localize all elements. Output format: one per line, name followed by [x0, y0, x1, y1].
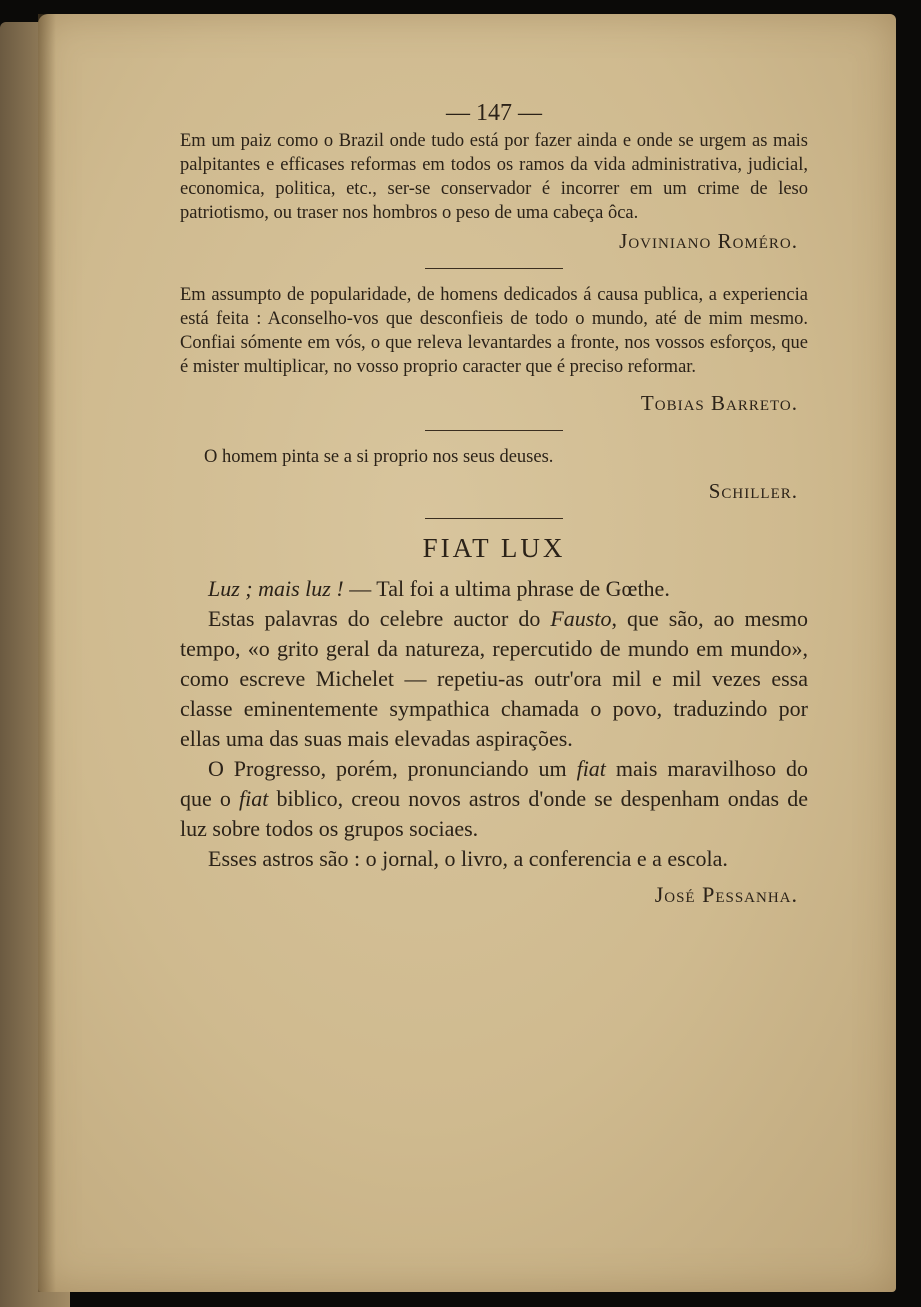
quote-author: Tobias Barreto.: [640, 391, 798, 415]
quote-author: Schiller.: [708, 479, 798, 503]
paragraph-text: , que são, ao mesmo tempo, «o grito geral da natureza, repercutido de mundo em mundo», como escreve Michelet — repetiu-as outr'ora mil e mil vezes essa classe eminentemente sympathica chamada o povo, traduzindo por ellas uma das suas mais elevadas aspirações.: [180, 606, 808, 751]
page-number: — 147 —: [446, 100, 542, 126]
article-paragraph: Esses astros são : o jornal, o livro, a conferencia e a escola.: [208, 846, 728, 871]
paragraph-text: biblico, creou novos astros d'onde se despenham ondas de luz sobre todos os grupos sociaes.: [180, 786, 808, 841]
article-author: José Pessanha.: [654, 882, 798, 907]
quote-author: Joviniano Roméro.: [619, 229, 798, 253]
divider: [425, 430, 563, 431]
italic-word: fiat: [239, 786, 269, 811]
article-paragraph: [180, 604, 808, 754]
paragraph-text: — Tal foi a ultima phrase de Gœthe.: [343, 576, 670, 601]
quote-text: Em um paiz como o Brazil onde tudo está por fazer ainda e onde se urgem as mais palpitantes e efficases reformas em todos os ramos da vida administrativa, judicial, economica, politica, etc., ser-se conservador é incorrer em um crime de leso patriotismo, ou traser nos hombros o peso de uma cabeça ôca.: [180, 131, 808, 223]
quote-text: O homem pinta se a si proprio nos seus deuses.: [204, 447, 554, 467]
paragraph-text: O Progresso, porém, pronunciando um: [208, 756, 577, 781]
article-title: FIAT LUX: [422, 533, 566, 563]
italic-word: fiat: [576, 756, 606, 781]
quote-romero: [180, 129, 808, 254]
quote-text: Em assumpto de popularidade, de homens dedicados á causa publica, a experiencia está feita : Aconselho-vos que desconfieis de todo o mundo, até de mim mesmo. Confiai sómente em vós, o que releva levantardes a fronte, nos vossos esforços, que é mister multiplicar, no vosso proprio caracter que é preciso reformar.: [180, 285, 808, 377]
paragraph-text: mais maravilhoso do que o: [180, 756, 808, 811]
italic-phrase: Luz ; mais luz !: [208, 576, 344, 601]
page-content: [180, 100, 808, 908]
paragraph-text: Estas palavras do celebre auctor do: [208, 606, 551, 631]
divider: [425, 518, 563, 519]
divider: [425, 268, 563, 269]
page-binding-shadow: [38, 14, 56, 1292]
article-body: [180, 574, 808, 908]
quote-barreto: [180, 283, 808, 416]
article-paragraph: [180, 754, 808, 844]
article-paragraph: [180, 574, 808, 604]
italic-word: Fausto: [550, 606, 612, 631]
quote-schiller: [180, 445, 808, 504]
